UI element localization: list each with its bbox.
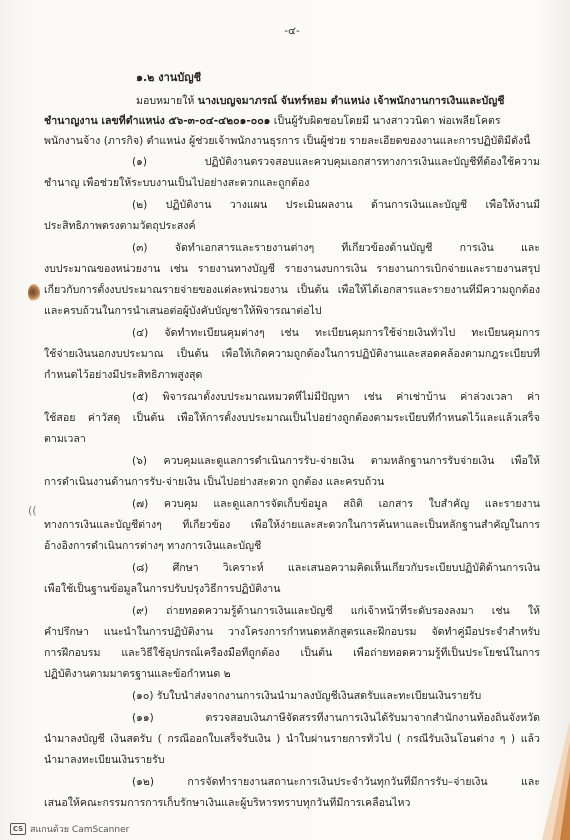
item-11-line-3: นำมาลงทะเบียนเงินรายรับ: [44, 754, 165, 766]
watermark-text: สแกนด้วย CamScanner: [30, 825, 130, 835]
item-12-line-2: เสนอให้คณะกรรมการการเก็บรักษาเงินและผู้บริหารทราบทุกวันที่มีการเคลื่อนไหว: [44, 797, 411, 809]
punch-hole: [28, 284, 40, 302]
item-6-line-1: (๖) ควบคุมและดูแลการดำเนินการรับ-จ่ายเงิน ตามหลักฐานการรับจ่ายเงิน เพื่อให้: [132, 455, 540, 467]
page-number: -๔-: [284, 25, 300, 37]
item-11-line-1: (๑๑) ตรวจสอบเงินภาษีจัดสรรที่งานการเงินได้รับมาจากสำนักงานท้องถิ่นจังหวัด: [132, 712, 540, 724]
item-10-line-1: (๑๐) รับใบนำส่งจากงานการเงินนำมาลงบัญชีเงินสดรับและทะเบียนเงินรายรับ: [132, 690, 482, 702]
item-4-line-2: ใช้จ่ายเงินนอกงบประมาณ เป็นต้น เพื่อให้เกิดความถูกต้องในการปฏิบัติงานและสอดคล้องตามกฎระเบียบที่: [44, 348, 540, 360]
item-4-line-3: กำหนดไว้อย่างมีประสิทธิภาพสูงสุด: [44, 369, 203, 381]
item-9-line-2: คำปรึกษา แนะนำในการปฏิบัติงาน วางโครงการกำหนดหลักสูตรและฝึกอบรม จัดทำคู่มือประจำสำหรับ: [44, 626, 540, 638]
item-9-line-3: การฝึกอบรม และวิธีใช้อุปกรณ์เครื่องมือที่ถูกต้อง เป็นต้น เพื่อถ่ายทอดความรู้ที่เป็นประโยชน์ในการ: [44, 647, 540, 659]
item-4-line-1: (๔) จัดทำทะเบียนคุมต่างๆ เช่น ทะเบียนคุมการใช้จ่ายเงินทั่วไป ทะเบียนคุมการ: [132, 327, 540, 339]
intro-line-3: พนักงานจ้าง (ภารกิจ) ตำแหน่ง ผู้ช่วยเจ้าพนักงานธุรการ เป็นผู้ช่วย รายละเอียดของงานและการปฏิบัติมีดังนี้: [44, 135, 531, 147]
section-heading: ๑.๒ งานบัญชี: [136, 71, 202, 84]
item-7-line-1: (๗) ควบคุม และดูแลการจัดเก็บข้อมูล สถิติ เอกสาร ใบสำคัญ และรายงาน: [132, 498, 540, 510]
camscanner-watermark: [10, 822, 129, 836]
item-5-line-2: ใช้สอย ค่าวัสดุ เป็นต้น เพื่อให้การตั้งงบประมาณเป็นไปอย่างถูกต้องตามระเบียบที่กำหนดไว้และแล้วเสร็จ: [44, 412, 540, 424]
item-7-line-3: อ้างอิงการดำเนินการต่างๆ ทางการเงินและบัญชี: [44, 540, 262, 552]
intro-line-2: ชำนาญงาน เลขที่ตำแหน่ง ๕๖-๓-๐๔-๔๒๐๑-๐๐๑ เป็นผู้รับผิดชอบโดยมี นางสาววนิดา พ่อเพลียโคตร: [44, 115, 501, 127]
binding-mark: ((: [28, 504, 37, 517]
item-7-line-2: ทางการเงินและบัญชีต่างๆ ที่เกี่ยวข้อง เพื่อให้ง่ายและสะดวกในการค้นหาและเป็นหลักฐานสำคัญในการ: [44, 519, 540, 531]
camscanner-logo-icon: CS: [10, 823, 26, 835]
item-6-line-2: การดำเนินงานด้านการรับ-จ่ายเงิน เป็นไปอย่างสะดวก ถูกต้อง และครบถ้วน: [44, 476, 385, 488]
item-8-line-1: (๘) ศึกษา วิเคราะห์ และเสนอความคิดเห็นเกี่ยวกับระเบียบปฏิบัติด้านการเงิน: [132, 562, 540, 574]
item-3-line-2: งบประมาณของหน่วยงาน เช่น รายงานทางบัญชี รายงานงบการเงิน รายงานการเบิกจ่ายและรายงานสรุป: [44, 263, 540, 275]
intro-line-1: มอบหมายให้ นางเบญจมาภรณ์ จันทร์หอม ตำแหน่ง เจ้าพนักงานการเงินและบัญชี: [136, 95, 505, 107]
item-8-line-2: เพื่อใช้เป็นฐานข้อมูลในการปรับปรุงวิธีการปฏิบัติงาน: [44, 583, 281, 595]
item-12-line-1: (๑๒) การจัดทำรายงานสถานะการเงินประจำวันทุกวันที่มีการรับ–จ่ายเงิน และ: [132, 776, 540, 788]
item-11-line-2: นำมาลงบัญชี เงินสดรับ ( กรณีออกใบเสร็จรับเงิน ) นำใบผ่านรายการทั่วไป ( กรณีรับเงินโอนต่าง ๆ ) แล้ว: [44, 733, 540, 745]
item-1-line-2: ชำนาญ เพื่อช่วยให้ระบบงานเป็นไปอย่างสะดวกและถูกต้อง: [44, 177, 310, 189]
item-3-line-4: และครบถ้วนในการนำเสนอต่อผู้บังคับบัญชาให้พิจารณาต่อไป: [44, 305, 322, 317]
item-9-line-4: ปฏิบัติงานตามมาตรฐานและข้อกำหนด ๒: [44, 668, 231, 680]
item-3-line-3: เกี่ยวกับการตั้งงบประมาณรายจ่ายของแต่ละหน่วยงาน เป็นต้น เพื่อให้ได้เอกสารและรายงานที่มีความถูกต้อง: [44, 284, 540, 296]
item-9-line-1: (๙) ถ่ายทอดความรู้ด้านการเงินและบัญชี แก่เจ้าหน้าที่ระดับรองลงมา เช่น ให้: [132, 605, 540, 617]
item-2-line-2: ประสิทธิภาพตรงตามวัตถุประสงค์: [44, 220, 196, 232]
item-5-line-3: ตามเวลา: [44, 433, 86, 445]
item-5-line-1: (๕) พิจารณาตั้งงบประมาณหมวดที่ไม่มีปัญหา เช่น ค่าเช่าบ้าน ค่าล่วงเวลา ค่า: [132, 391, 540, 403]
item-2-line-1: (๒) ปฏิบัติงาน วางแผน ประเมินผลงาน ด้านการเงินและบัญชี เพื่อให้งานมี: [132, 199, 540, 211]
page-edge-stripe: [542, 720, 570, 840]
item-1-line-1: (๑) ปฏิบัติงานตรวจสอบและควบคุมเอกสารทางการเงินและบัญชีที่ต้องใช้ความ: [132, 156, 540, 168]
item-3-line-1: (๓) จัดทำเอกสารและรายงานต่างๆ ที่เกี่ยวข้องด้านบัญชี การเงิน และ: [132, 242, 540, 254]
